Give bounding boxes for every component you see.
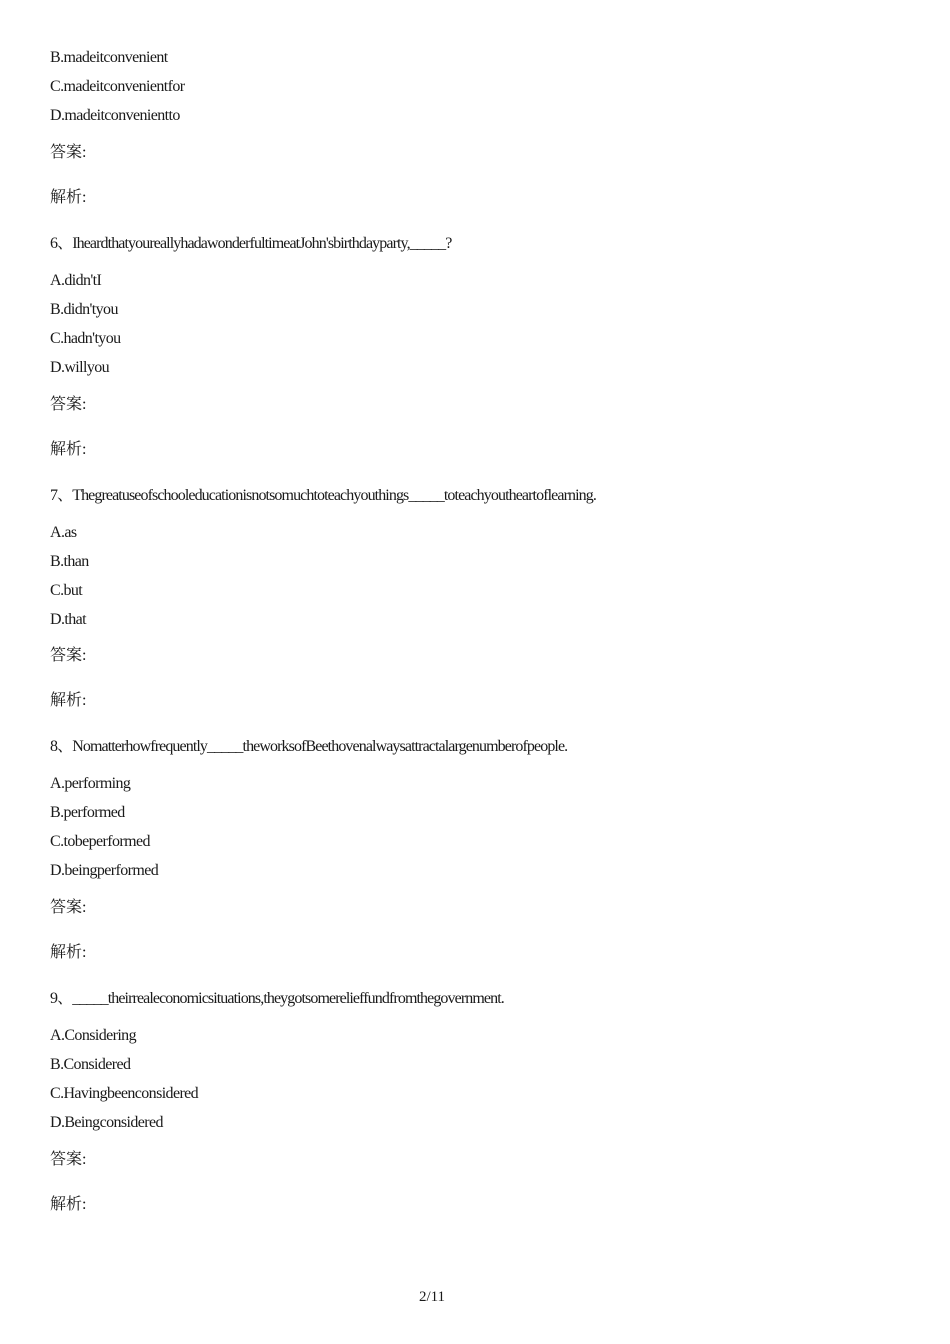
option-a: A.performing bbox=[50, 775, 131, 792]
option-c: C.but bbox=[50, 582, 83, 599]
option-d: D.beingperformed bbox=[50, 862, 159, 879]
question-stem: 9、_____theirrealeconomicsituations,theygotsomerelieffundfromthegovernment. bbox=[50, 990, 504, 1007]
question-stem: 7、Thegreatuseofschooleducationisnotsomuchtoteachyouthings_____toteachyoutheartoflearning. bbox=[50, 487, 596, 504]
answer-label: 答案: bbox=[50, 899, 87, 916]
option-d: D.willyou bbox=[50, 359, 110, 376]
analysis-label: 解析: bbox=[50, 1196, 87, 1213]
analysis-label: 解析: bbox=[50, 944, 87, 961]
option-a: A.didn'tI bbox=[50, 272, 102, 289]
option-b: B.madeitconvenient bbox=[50, 49, 168, 66]
page-number: 2/11 bbox=[418, 1289, 446, 1305]
option-d: D.Beingconsidered bbox=[50, 1114, 163, 1131]
option-b: B.didn'tyou bbox=[50, 301, 118, 318]
answer-label: 答案: bbox=[50, 396, 87, 413]
option-b: B.than bbox=[50, 553, 89, 570]
option-c: C.Havingbeenconsidered bbox=[50, 1085, 199, 1102]
analysis-label: 解析: bbox=[50, 441, 87, 458]
option-d: D.that bbox=[50, 611, 86, 628]
option-c: C.madeitconvenientfor bbox=[50, 78, 185, 95]
option-b: B.performed bbox=[50, 804, 125, 821]
option-b: B.Considered bbox=[50, 1056, 131, 1073]
question-stem: 8、Nomatterhowfrequently_____theworksofBeethovenalwaysattractalargenumberofpeople. bbox=[50, 738, 568, 755]
answer-label: 答案: bbox=[50, 1151, 87, 1168]
question-stem: 6、IheardthatyoureallyhadawonderfultimeatJohn'sbirthdayparty,_____? bbox=[50, 235, 452, 252]
option-c: C.tobeperformed bbox=[50, 833, 150, 850]
answer-label: 答案: bbox=[50, 144, 87, 161]
answer-label: 答案: bbox=[50, 647, 87, 664]
option-d: D.madeitconvenientto bbox=[50, 107, 180, 124]
analysis-label: 解析: bbox=[50, 189, 87, 206]
option-a: A.as bbox=[50, 524, 77, 541]
option-c: C.hadn'tyou bbox=[50, 330, 121, 347]
option-a: A.Considering bbox=[50, 1027, 136, 1044]
analysis-label: 解析: bbox=[50, 692, 87, 709]
